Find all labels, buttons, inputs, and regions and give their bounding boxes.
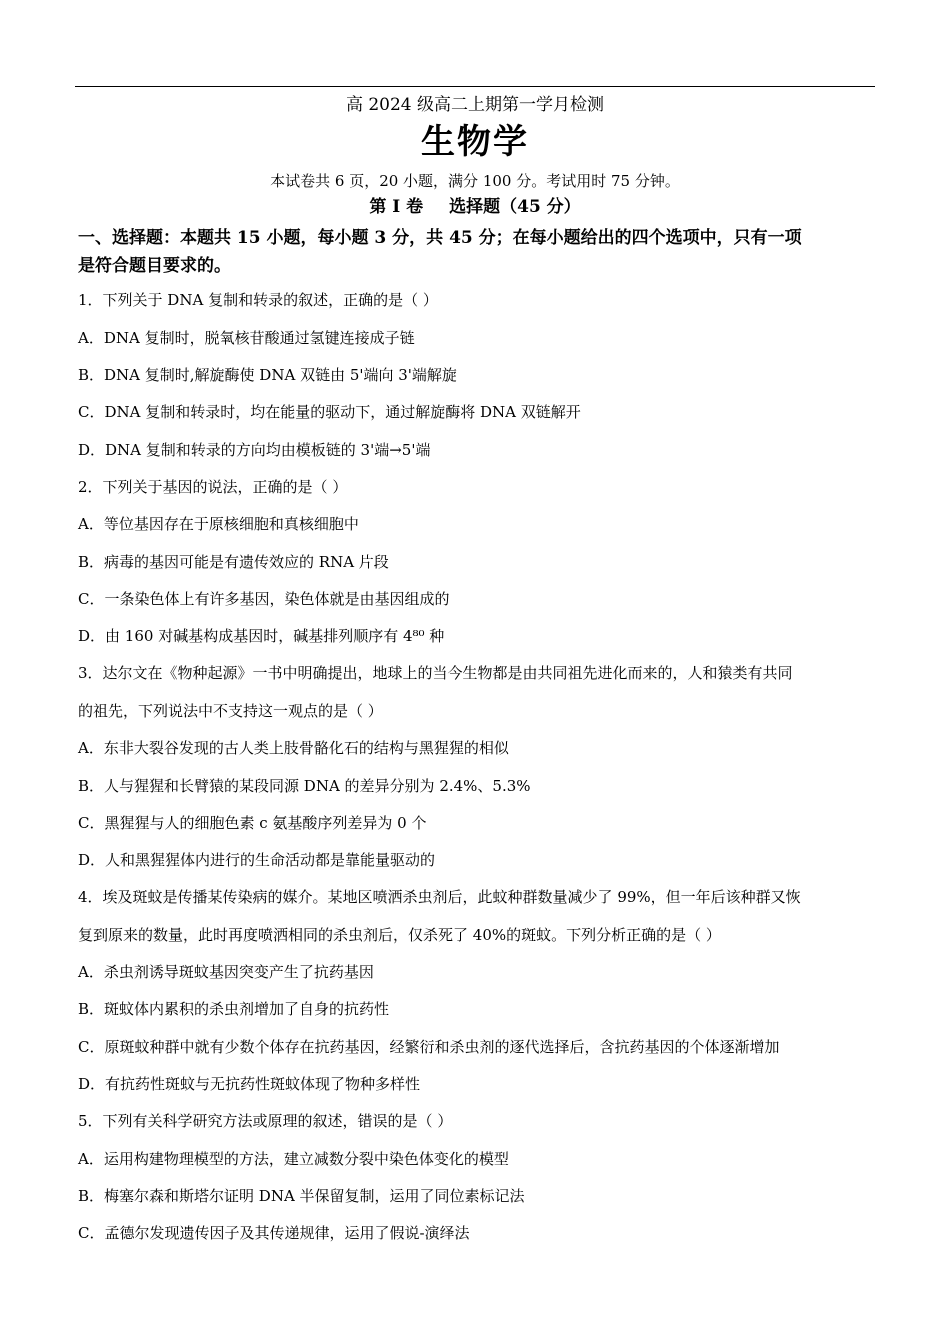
question-option: B．人与猩猩和长臂猿的某段同源 DNA 的差异分别为 2.4%、5.3% [78, 777, 531, 795]
question-option: A．DNA 复制时，脱氧核苷酸通过氢键连接成子链 [78, 329, 415, 347]
exam-title: 生物学 [421, 122, 529, 162]
question-stem: 1．下列关于 DNA 复制和转录的叙述，正确的是（ ） [78, 291, 438, 309]
question-stem: 4．埃及斑蚊是传播某传染病的媒介。某地区喷洒杀虫剂后，此蚊种群数量减少了 99%，但一年后该种群又恢 [78, 888, 801, 906]
question-option: C．黑猩猩与人的细胞色素 c 氨基酸序列差异为 0 个 [78, 814, 427, 832]
question-option: B．DNA 复制时,解旋酶使 DNA 双链由 5'端向 3'端解旋 [78, 366, 457, 384]
question-option: C．DNA 复制和转录时，均在能量的驱动下，通过解旋酶将 DNA 双链解开 [78, 403, 581, 421]
question-option: A．运用构建物理模型的方法，建立减数分裂中染色体变化的模型 [78, 1150, 509, 1168]
question-option: C．一条染色体上有许多基因，染色体就是由基因组成的 [78, 590, 450, 608]
question-option: B．梅塞尔森和斯塔尔证明 DNA 半保留复制，运用了同位素标记法 [78, 1187, 525, 1205]
question-option: B．斑蚊体内累积的杀虫剂增加了自身的抗药性 [78, 1000, 390, 1018]
header-rule [75, 86, 875, 87]
question-option: D．DNA 复制和转录的方向均由模板链的 3'端→5'端 [78, 441, 431, 459]
question-option: A．等位基因存在于原核细胞和真核细胞中 [78, 515, 359, 533]
question-option: D．人和黑猩猩体内进行的生命活动都是靠能量驱动的 [78, 851, 436, 869]
question-option: D．有抗药性斑蚊与无抗药性斑蚊体现了物种多样性 [78, 1075, 421, 1093]
question-option: D．由 160 对碱基构成基因时，碱基排列顺序有 4⁸⁰ 种 [78, 627, 445, 645]
section-line-2: 是符合题目要求的。 [78, 256, 231, 276]
question-stem: 5．下列有关科学研究方法或原理的叙述，错误的是（ ） [78, 1112, 453, 1130]
question-option: C．原斑蚊种群中就有少数个体存在抗药基因，经繁衍和杀虫剂的逐代选择后，含抗药基因的个体逐渐增加 [78, 1038, 780, 1056]
section-line-1: 一、选择题：本题共 15 小题，每小题 3 分，共 45 分；在每小题给出的四个选项中，只有一项 [78, 228, 802, 248]
question-stem: 复到原来的数量，此时再度喷洒相同的杀虫剂后，仅杀死了 40%的斑蚊。下列分析正确的是（ ） [78, 926, 721, 944]
question-stem: 2．下列关于基因的说法，正确的是（ ） [78, 478, 348, 496]
question-option: A．杀虫剂诱导斑蚊基因突变产生了抗药基因 [78, 963, 374, 981]
section-heading [78, 224, 878, 280]
volume-heading [0, 195, 950, 219]
question-option: A．东非大裂谷发现的古人类上肢骨骼化石的结构与黑猩猩的相似 [78, 739, 509, 757]
question-stem: 的祖先，下列说法中不支持这一观点的是（ ） [78, 702, 383, 720]
question-option: C．孟德尔发现遗传因子及其传递规律，运用了假说-演绎法 [78, 1224, 470, 1242]
exam-subtitle: 高 2024 级高二上期第一学月检测 [345, 95, 605, 115]
volume-label: 第 I 卷 [369, 197, 424, 217]
volume-name: 选择题（45 分） [449, 197, 581, 217]
question-option: B．病毒的基因可能是有遗传效应的 RNA 片段 [78, 553, 389, 571]
question-stem: 3．达尔文在《物种起源》一书中明确提出，地球上的当今生物都是由共同祖先进化而来的，人和猿类有共同 [78, 664, 793, 682]
exam-info: 本试卷共 6 页，20 小题，满分 100 分。考试用时 75 分钟。 [270, 172, 680, 190]
